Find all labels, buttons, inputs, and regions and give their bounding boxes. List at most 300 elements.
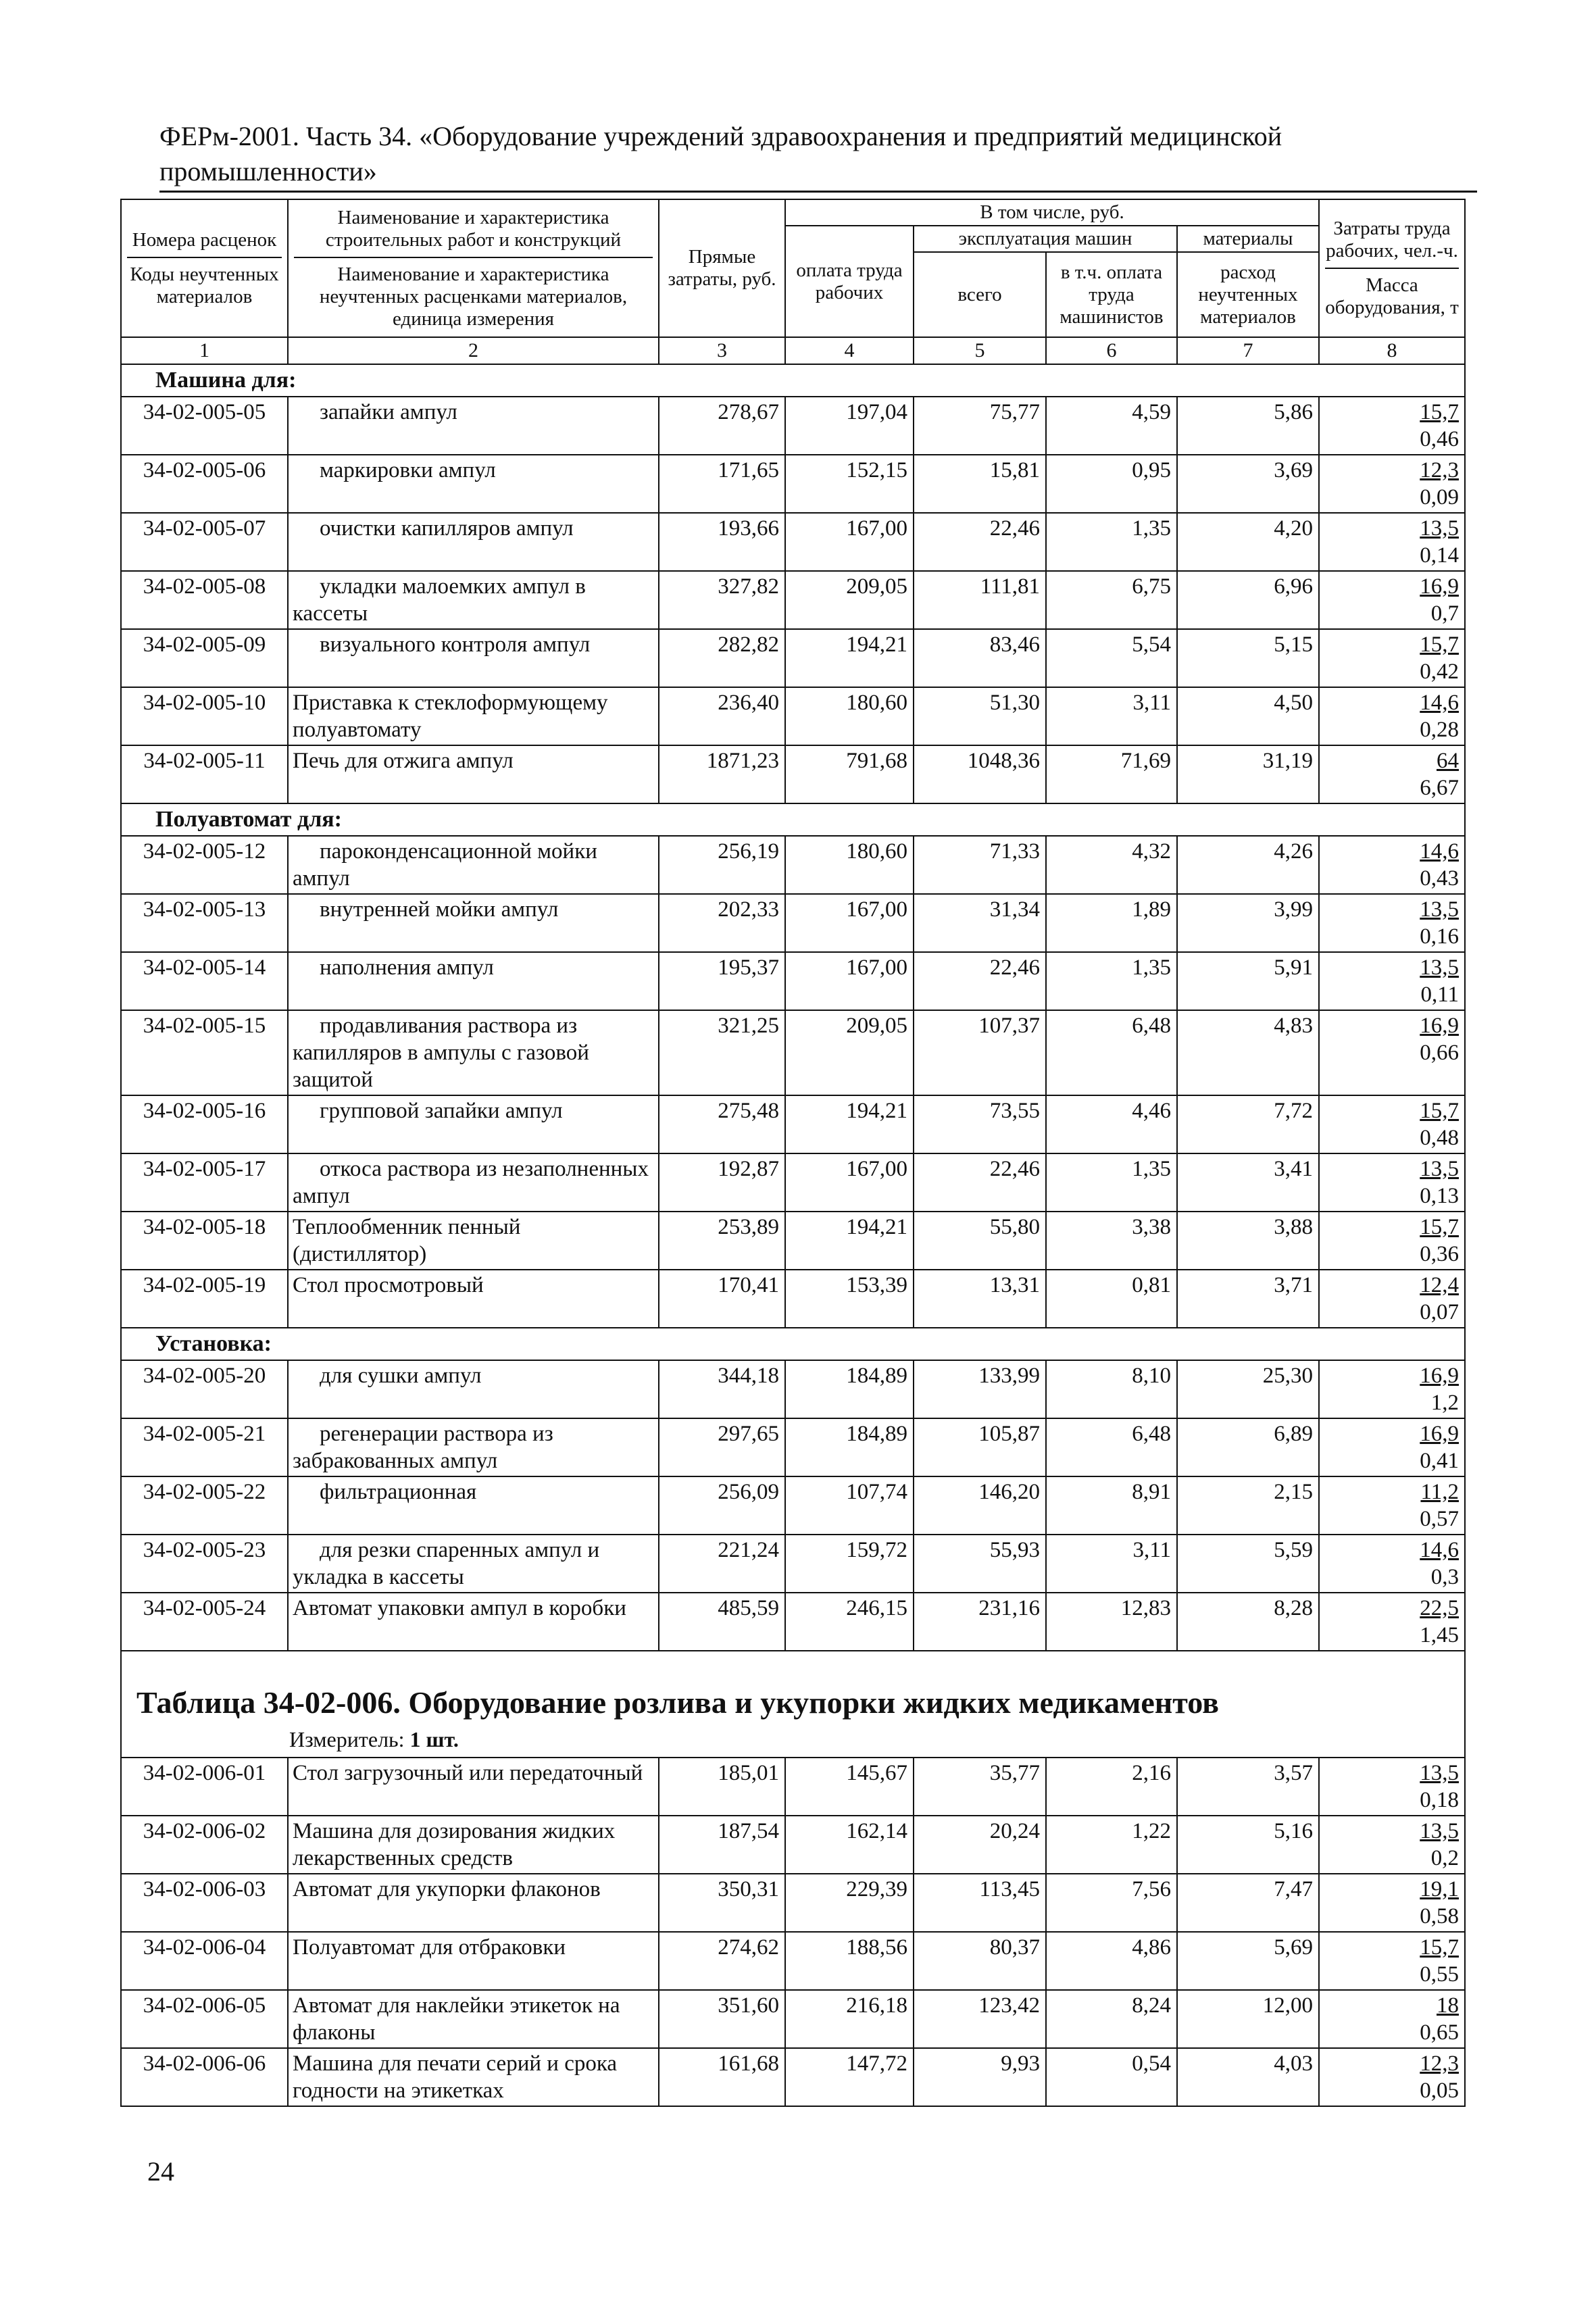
labor-hours: 19,1 (1420, 1877, 1459, 1901)
rate-name-cell (288, 745, 659, 803)
rate-name-cell (288, 1990, 659, 2048)
labor-cost: 188,56 (785, 1932, 914, 1990)
rate-name-cell (288, 455, 659, 513)
rate-code: 34-02-005-22 (121, 1476, 288, 1535)
col-head-materials: материалы (1177, 226, 1319, 252)
rate-name: регенерации раствора из забракованных ампул (293, 1422, 553, 1473)
rate-code: 34-02-005-07 (121, 513, 288, 571)
operator-labor-cost: 4,46 (1046, 1095, 1177, 1153)
machine-cost: 55,93 (914, 1535, 1046, 1593)
rate-name-cell (288, 513, 659, 571)
operator-labor-cost: 3,11 (1046, 687, 1177, 745)
labor-cost: 209,05 (785, 571, 914, 629)
rate-name-cell (288, 1535, 659, 1593)
table-row (121, 1758, 1465, 1816)
machine-cost: 31,34 (914, 894, 1046, 952)
labor-and-mass (1319, 2048, 1465, 2106)
rate-code: 34-02-005-19 (121, 1270, 288, 1328)
machine-cost: 55,80 (914, 1212, 1046, 1270)
rate-code: 34-02-005-06 (121, 455, 288, 513)
labor-cost: 197,04 (785, 397, 914, 455)
rate-code: 34-02-006-01 (121, 1758, 288, 1816)
labor-and-mass (1319, 1758, 1465, 1816)
rate-code: 34-02-006-03 (121, 1874, 288, 1932)
labor-hours: 15,7 (1420, 1935, 1459, 1960)
rate-code: 34-02-005-16 (121, 1095, 288, 1153)
labor-and-mass (1319, 1874, 1465, 1932)
labor-cost: 153,39 (785, 1270, 914, 1328)
equipment-mass: 0,11 (1420, 982, 1459, 1007)
rate-code: 34-02-005-14 (121, 952, 288, 1010)
direct-cost: 187,54 (659, 1816, 785, 1874)
rate-name: маркировки ампул (320, 458, 496, 482)
table-row (121, 952, 1465, 1010)
col-head-2-bottom: Наименование и характеристика неучтенных расценками материалов, единица измерения (294, 257, 653, 330)
rate-name: Приставка к стеклоформующему полуавтомату (293, 691, 608, 742)
machine-cost: 231,16 (914, 1593, 1046, 1651)
rate-name: внутренней мойки ампул (320, 897, 559, 922)
labor-and-mass (1319, 1010, 1465, 1095)
col-number: 3 (659, 337, 785, 364)
labor-cost: 107,74 (785, 1476, 914, 1535)
labor-cost: 229,39 (785, 1874, 914, 1932)
rate-name-cell (288, 1010, 659, 1095)
col-head-1-top: Номера расценок (132, 228, 277, 251)
material-cost: 7,72 (1177, 1095, 1319, 1153)
labor-and-mass (1319, 1095, 1465, 1153)
direct-cost: 278,67 (659, 397, 785, 455)
table-row (121, 1095, 1465, 1153)
col-number: 7 (1177, 337, 1319, 364)
labor-and-mass (1319, 629, 1465, 687)
labor-hours: 12,3 (1420, 2051, 1459, 2076)
labor-hours: 15,7 (1420, 632, 1459, 657)
labor-hours: 12,4 (1420, 1273, 1459, 1297)
rate-code: 34-02-006-05 (121, 1990, 288, 2048)
col-head-8-top: Затраты труда рабочих, чел.-ч. (1326, 218, 1458, 262)
operator-labor-cost: 6,48 (1046, 1010, 1177, 1095)
col-number: 4 (785, 337, 914, 364)
rate-name-cell (288, 1153, 659, 1212)
equipment-mass: 0,14 (1420, 543, 1459, 568)
equipment-mass: 0,09 (1420, 485, 1459, 509)
material-cost: 4,03 (1177, 2048, 1319, 2106)
direct-cost: 195,37 (659, 952, 785, 1010)
operator-labor-cost: 8,10 (1046, 1360, 1177, 1418)
rate-code: 34-02-005-10 (121, 687, 288, 745)
labor-cost: 194,21 (785, 1095, 914, 1153)
labor-hours: 13,5 (1420, 1761, 1459, 1785)
material-cost: 4,26 (1177, 836, 1319, 894)
material-cost: 12,00 (1177, 1990, 1319, 2048)
rate-name-cell (288, 1593, 659, 1651)
labor-and-mass (1319, 1212, 1465, 1270)
operator-labor-cost: 8,91 (1046, 1476, 1177, 1535)
labor-hours: 11,2 (1420, 1480, 1459, 1504)
labor-and-mass (1319, 1535, 1465, 1593)
rate-name: для сушки ампул (320, 1364, 482, 1388)
col-number: 2 (288, 337, 659, 364)
direct-cost: 193,66 (659, 513, 785, 571)
labor-cost: 162,14 (785, 1816, 914, 1874)
col-head-2 (288, 199, 659, 337)
table2-title: Таблица 34-02-006. Оборудование розлива и укупорки жидких медикаментов (136, 1685, 1219, 1720)
operator-labor-cost: 0,95 (1046, 455, 1177, 513)
table-row (121, 571, 1465, 629)
operator-labor-cost: 1,35 (1046, 952, 1177, 1010)
labor-cost: 167,00 (785, 952, 914, 1010)
operator-labor-cost: 0,54 (1046, 2048, 1177, 2106)
machine-cost: 51,30 (914, 687, 1046, 745)
direct-cost: 253,89 (659, 1212, 785, 1270)
labor-cost: 180,60 (785, 687, 914, 745)
operator-labor-cost: 12,83 (1046, 1593, 1177, 1651)
table-row (121, 1418, 1465, 1476)
rate-name-cell (288, 1095, 659, 1153)
rate-name-cell (288, 2048, 659, 2106)
measure-value: 1 шт. (409, 1727, 459, 1751)
col-head-8 (1319, 199, 1465, 337)
direct-cost: 344,18 (659, 1360, 785, 1418)
rate-name: Машина для дозирования жидких лекарственных средств (293, 1819, 616, 1870)
labor-hours: 15,7 (1420, 1099, 1459, 1123)
rate-name: Стол загрузочный или передаточный (293, 1761, 643, 1785)
material-cost: 4,20 (1177, 513, 1319, 571)
direct-cost: 1871,23 (659, 745, 785, 803)
direct-cost: 485,59 (659, 1593, 785, 1651)
rate-name-cell (288, 397, 659, 455)
equipment-mass: 0,7 (1430, 601, 1459, 626)
operator-labor-cost: 71,69 (1046, 745, 1177, 803)
operator-labor-cost: 4,86 (1046, 1932, 1177, 1990)
labor-cost: 194,21 (785, 1212, 914, 1270)
table-row (121, 629, 1465, 687)
operator-labor-cost: 3,11 (1046, 1535, 1177, 1593)
rate-name: Печь для отжига ампул (293, 749, 514, 773)
operator-labor-cost: 1,35 (1046, 513, 1177, 571)
labor-and-mass (1319, 952, 1465, 1010)
labor-cost: 216,18 (785, 1990, 914, 2048)
machine-cost: 83,46 (914, 629, 1046, 687)
col-head-1-bottom: Коды неучтенных материалов (127, 257, 282, 308)
col-number: 8 (1319, 337, 1465, 364)
col-number: 1 (121, 337, 288, 364)
table-row (121, 2048, 1465, 2106)
table-row (121, 1990, 1465, 2048)
machine-cost: 123,42 (914, 1990, 1046, 2048)
direct-cost: 171,65 (659, 455, 785, 513)
operator-labor-cost: 0,81 (1046, 1270, 1177, 1328)
direct-cost: 256,19 (659, 836, 785, 894)
equipment-mass: 0,55 (1420, 1962, 1459, 1987)
machine-cost: 105,87 (914, 1418, 1046, 1476)
rate-name-cell (288, 1816, 659, 1874)
table-row (121, 513, 1465, 571)
labor-hours: 22,5 (1420, 1596, 1459, 1620)
operator-labor-cost: 6,48 (1046, 1418, 1177, 1476)
direct-cost: 170,41 (659, 1270, 785, 1328)
material-cost: 5,16 (1177, 1816, 1319, 1874)
rate-name: Машина для печати серий и срока годности на этикетках (293, 2051, 618, 2103)
labor-and-mass (1319, 745, 1465, 803)
section-row (121, 364, 1465, 397)
labor-hours: 18 (1437, 1993, 1459, 2018)
rate-code: 34-02-005-23 (121, 1535, 288, 1593)
measure-label: Измеритель: (289, 1727, 405, 1751)
equipment-mass: 0,36 (1420, 1242, 1459, 1266)
rate-name: для резки спаренных ампул и укладка в кассеты (293, 1538, 600, 1589)
rates-table-body (121, 364, 1465, 2106)
rate-code: 34-02-005-08 (121, 571, 288, 629)
col-head-1 (121, 199, 288, 337)
equipment-mass: 0,66 (1420, 1041, 1459, 1065)
direct-cost: 192,87 (659, 1153, 785, 1212)
material-cost: 4,83 (1177, 1010, 1319, 1095)
rate-name: продавливания раствора из капилляров в ампулы с газовой защитой (293, 1014, 589, 1092)
material-cost: 2,15 (1177, 1476, 1319, 1535)
col-head-group: В том числе, руб. (785, 199, 1319, 226)
rate-code: 34-02-005-12 (121, 836, 288, 894)
rate-name: пароконденсационной мойки ампул (293, 839, 597, 891)
table-row (121, 1270, 1465, 1328)
rate-name: очистки капилляров ампул (320, 516, 574, 541)
table-row (121, 1360, 1465, 1418)
labor-hours: 14,6 (1420, 839, 1459, 864)
labor-and-mass (1319, 397, 1465, 455)
rate-name-cell (288, 1874, 659, 1932)
equipment-mass: 0,05 (1420, 2078, 1459, 2103)
machine-cost: 133,99 (914, 1360, 1046, 1418)
labor-hours: 16,9 (1420, 1422, 1459, 1446)
equipment-mass: 6,67 (1420, 776, 1459, 800)
material-cost: 5,69 (1177, 1932, 1319, 1990)
direct-cost: 351,60 (659, 1990, 785, 2048)
labor-and-mass (1319, 1990, 1465, 2048)
direct-cost: 297,65 (659, 1418, 785, 1476)
labor-hours: 16,9 (1420, 1364, 1459, 1388)
running-header (159, 119, 1477, 193)
col-head-5: всего (914, 252, 1046, 337)
table-row (121, 1932, 1465, 1990)
machine-cost: 20,24 (914, 1816, 1046, 1874)
labor-cost: 180,60 (785, 836, 914, 894)
labor-hours: 14,6 (1420, 1538, 1459, 1562)
col-head-8-bottom: Масса оборудования, т (1325, 268, 1459, 319)
rate-code: 34-02-006-06 (121, 2048, 288, 2106)
table2-measure (127, 1726, 1459, 1756)
direct-cost: 202,33 (659, 894, 785, 952)
machine-cost: 73,55 (914, 1095, 1046, 1153)
table-row (121, 1212, 1465, 1270)
table-row (121, 1874, 1465, 1932)
operator-labor-cost: 1,89 (1046, 894, 1177, 952)
equipment-mass: 0,43 (1420, 866, 1459, 891)
equipment-mass: 0,18 (1420, 1788, 1459, 1812)
table-row (121, 1010, 1465, 1095)
direct-cost: 161,68 (659, 2048, 785, 2106)
rate-name: укладки малоемких ампул в кассеты (293, 574, 586, 626)
col-number: 5 (914, 337, 1046, 364)
equipment-mass: 0,57 (1420, 1507, 1459, 1531)
rate-code: 34-02-005-24 (121, 1593, 288, 1651)
rate-name: Теплообменник пенный (дистиллятор) (293, 1215, 521, 1266)
table-row (121, 397, 1465, 455)
rate-name-cell (288, 687, 659, 745)
direct-cost: 274,62 (659, 1932, 785, 1990)
material-cost: 3,71 (1177, 1270, 1319, 1328)
col-head-4: оплата труда рабочих (785, 226, 914, 337)
section-title: Машина для: (121, 364, 1465, 397)
machine-cost: 22,46 (914, 1153, 1046, 1212)
labor-cost: 246,15 (785, 1593, 914, 1651)
machine-cost: 146,20 (914, 1476, 1046, 1535)
rate-name: групповой запайки ампул (320, 1099, 563, 1123)
labor-cost: 167,00 (785, 1153, 914, 1212)
rate-name-cell (288, 836, 659, 894)
table-row (121, 1535, 1465, 1593)
operator-labor-cost: 4,59 (1046, 397, 1177, 455)
rate-name-cell (288, 629, 659, 687)
equipment-mass: 0,46 (1420, 427, 1459, 451)
machine-cost: 9,93 (914, 2048, 1046, 2106)
direct-cost: 327,82 (659, 571, 785, 629)
machine-cost: 71,33 (914, 836, 1046, 894)
direct-cost: 236,40 (659, 687, 785, 745)
header-line-2: промышленности» (159, 156, 377, 186)
direct-cost: 350,31 (659, 1874, 785, 1932)
labor-cost: 167,00 (785, 894, 914, 952)
labor-and-mass (1319, 571, 1465, 629)
labor-hours: 13,5 (1420, 1157, 1459, 1181)
rate-name: визуального контроля ампул (320, 632, 591, 657)
rate-code: 34-02-005-20 (121, 1360, 288, 1418)
labor-cost: 194,21 (785, 629, 914, 687)
section-row (121, 803, 1465, 836)
direct-cost: 321,25 (659, 1010, 785, 1095)
table-row (121, 1593, 1465, 1651)
rates-table (120, 199, 1466, 2107)
direct-cost: 275,48 (659, 1095, 785, 1153)
rate-name: откоса раствора из незаполненных ампул (293, 1157, 649, 1208)
direct-cost: 221,24 (659, 1535, 785, 1593)
machine-cost: 107,37 (914, 1010, 1046, 1095)
table-row (121, 687, 1465, 745)
equipment-mass: 0,28 (1420, 718, 1459, 742)
rate-name-cell (288, 1270, 659, 1328)
material-cost: 25,30 (1177, 1360, 1319, 1418)
direct-cost: 256,09 (659, 1476, 785, 1535)
labor-hours: 15,7 (1420, 1215, 1459, 1239)
machine-cost: 75,77 (914, 397, 1046, 455)
column-numbers-row (121, 337, 1465, 364)
labor-and-mass (1319, 1153, 1465, 1212)
material-cost: 3,57 (1177, 1758, 1319, 1816)
operator-labor-cost: 1,22 (1046, 1816, 1177, 1874)
direct-cost: 185,01 (659, 1758, 785, 1816)
page-number: 24 (147, 2156, 174, 2187)
material-cost: 7,47 (1177, 1874, 1319, 1932)
equipment-mass: 0,65 (1420, 2020, 1459, 2045)
col-head-machines: эксплуатация машин (914, 226, 1177, 252)
rate-name-cell (288, 1212, 659, 1270)
material-cost: 3,99 (1177, 894, 1319, 952)
labor-and-mass (1319, 513, 1465, 571)
labor-cost: 791,68 (785, 745, 914, 803)
machine-cost: 35,77 (914, 1758, 1046, 1816)
operator-labor-cost: 2,16 (1046, 1758, 1177, 1816)
rate-name: Полуавтомат для отбраковки (293, 1935, 566, 1960)
material-cost: 5,15 (1177, 629, 1319, 687)
labor-cost: 147,72 (785, 2048, 914, 2106)
material-cost: 6,89 (1177, 1418, 1319, 1476)
rate-code: 34-02-005-17 (121, 1153, 288, 1212)
operator-labor-cost: 6,75 (1046, 571, 1177, 629)
labor-and-mass (1319, 1593, 1465, 1651)
machine-cost: 80,37 (914, 1932, 1046, 1990)
operator-labor-cost: 5,54 (1046, 629, 1177, 687)
machine-cost: 15,81 (914, 455, 1046, 513)
labor-cost: 209,05 (785, 1010, 914, 1095)
rate-code: 34-02-005-18 (121, 1212, 288, 1270)
equipment-mass: 0,3 (1430, 1565, 1459, 1589)
material-cost: 6,96 (1177, 571, 1319, 629)
labor-cost: 167,00 (785, 513, 914, 571)
material-cost: 3,41 (1177, 1153, 1319, 1212)
operator-labor-cost: 1,35 (1046, 1153, 1177, 1212)
machine-cost: 111,81 (914, 571, 1046, 629)
operator-labor-cost: 7,56 (1046, 1874, 1177, 1932)
rate-code: 34-02-005-13 (121, 894, 288, 952)
direct-cost: 282,82 (659, 629, 785, 687)
labor-and-mass (1319, 1932, 1465, 1990)
labor-hours: 16,9 (1420, 1014, 1459, 1038)
table2-heading-row (121, 1651, 1465, 1758)
equipment-mass: 1,2 (1430, 1391, 1459, 1415)
machine-cost: 113,45 (914, 1874, 1046, 1932)
labor-cost: 159,72 (785, 1535, 914, 1593)
rate-name-cell (288, 1932, 659, 1990)
labor-hours: 14,6 (1420, 691, 1459, 715)
rate-code: 34-02-006-04 (121, 1932, 288, 1990)
labor-and-mass (1319, 894, 1465, 952)
table-row (121, 455, 1465, 513)
rate-name: Стол просмотровый (293, 1273, 484, 1297)
labor-hours: 16,9 (1420, 574, 1459, 599)
rates-table-frame (120, 199, 1464, 2103)
rate-code: 34-02-005-15 (121, 1010, 288, 1095)
labor-and-mass (1319, 1360, 1465, 1418)
col-number: 6 (1046, 337, 1177, 364)
labor-and-mass (1319, 1418, 1465, 1476)
rate-name-cell (288, 571, 659, 629)
material-cost: 5,91 (1177, 952, 1319, 1010)
machine-cost: 13,31 (914, 1270, 1046, 1328)
equipment-mass: 0,42 (1420, 659, 1459, 684)
rate-name: Автомат для наклейки этикеток на флаконы (293, 1993, 620, 2045)
material-cost: 31,19 (1177, 745, 1319, 803)
equipment-mass: 0,07 (1420, 1300, 1459, 1324)
table2-heading-cell (121, 1651, 1465, 1758)
labor-cost: 152,15 (785, 455, 914, 513)
equipment-mass: 0,58 (1420, 1904, 1459, 1928)
labor-hours: 64 (1437, 749, 1459, 773)
col-head-6: в т.ч. оплата труда машинистов (1046, 252, 1177, 337)
equipment-mass: 0,48 (1420, 1126, 1459, 1150)
labor-and-mass (1319, 687, 1465, 745)
labor-hours: 15,7 (1420, 400, 1459, 424)
rate-name: Автомат для укупорки флаконов (293, 1877, 601, 1901)
table-row (121, 894, 1465, 952)
